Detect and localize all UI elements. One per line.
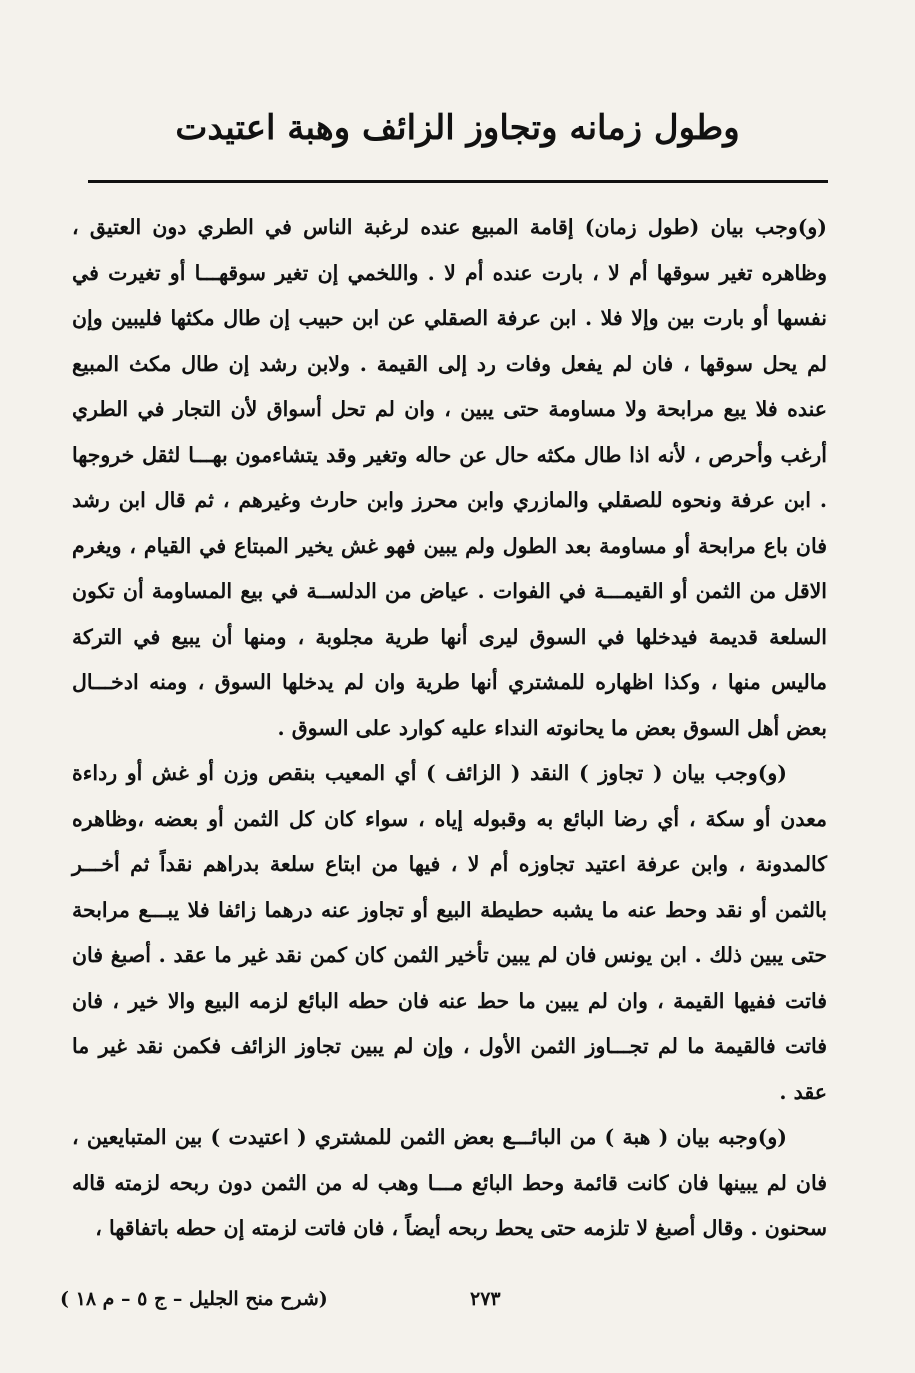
page-body xyxy=(72,205,827,1252)
page-footer xyxy=(60,1288,830,1318)
paragraph: (و)وجب بيان (طول زمان) إقامة المبيع عنده لرغبة الناس في الطري دون العتيق ، وظاهره تغير سوقها أم لا ، بارت عنده أم لا . واللخمي إن تغير سوقهـــا أو تغيرت في نفسها أو بارت بين وإلا فلا . ابن عرفة الصقلي عن ابن حبيب إن طال مكثها فليبين وإن لم يحل سوقها ، فان لم يفعل وفات رد إلى القيمة . ولابن رشد إن طال مكث المبيع عنده فلا يبع مرابحة ولا مساومة حتى يبين ، وان لم تحل أسواق لأن التجار في الطري أرغب وأحرص ، لأنه اذا طال مكثه حال عن حاله وتغير وقد يتشاءمون بهـــا لثقل خروجها . ابن عرفة ونحوه للصقلي والمازري وابن محرز وابن حارث وغيرهم ، ثم قال ابن رشد فان باع مرابحة أو مساومة بعد الطول ولم يبين فهو غش يخير المبتاع في القيام ، ويغرم الاقل من الثمن أو القيمـــة في الفوات . عياض من الدلســة في بيع المساومة أن تكون السلعة قديمة فيدخلها في السوق ليرى أنها طرية مجلوبة ، ومنها أن يبيع في التركة ماليس منها ، وكذا اظهاره للمشتري أنها طرية وان لم يدخلها السوق ، ومنه ادخـــال بعض أهل السوق بعض ما يحانوته النداء عليه كوارد على السوق . xyxy=(72,215,827,740)
footer-signature: (شرح منح الجليل – ج ٥ – م ١٨ ) xyxy=(60,1288,328,1310)
paragraph: (و)وجب بيان ( تجاوز ) النقد ( الزائف ) أي المعيب بنقص وزن أو غش أو رداءة معدن أو سكة ، أي رضا البائع به وقبوله إياه ، سواء كان كل الثمن أو بعضه ،وظاهره كالمدونة ، وابن عرفة اعتيد تجاوزه أم لا ، فيها من ابتاع سلعة بدراهم نقداً ثم أخـــر بالثمن أو نقد وحط عنه ما يشبه حطيطة البيع أو تجاوز عنه درهما زائفا فلا يبـــع مرابحة حتى يبين ذلك . ابن يونس فان لم يبين تأخير الثمن كان كمن نقد غير ما عقد . أصبغ فان فاتت ففيها القيمة ، وان لم يبين ما حط عنه فان حطه البائع لزمه البيع والا خير ، فان فاتت فالقيمة ما لم تجـــاوز الثمن الأول ، وإن لم يبين تجاوز الزائف فكمن نقد غير ما عقد . xyxy=(72,761,827,1104)
paragraph: (و)وجبه بيان ( هبة ) من البائـــع بعض الثمن للمشتري ( اعتيدت ) بين المتبايعين ، فان لم يبينها فان كانت قائمة وحط البائع مـــا وهب له من الثمن دون ربحه لزمته قاله سحنون . وقال أصبغ لا تلزمه حتى يحط ربحه أيضاً ، فان فاتت لزمته إن حطه باتفاقها ، xyxy=(72,1125,827,1240)
page-header-title: وطول زمانه وتجاوز الزائف وهبة اعتيدت xyxy=(175,108,740,148)
header-divider xyxy=(88,180,828,183)
page-number: ٢٧٣ xyxy=(470,1288,501,1310)
